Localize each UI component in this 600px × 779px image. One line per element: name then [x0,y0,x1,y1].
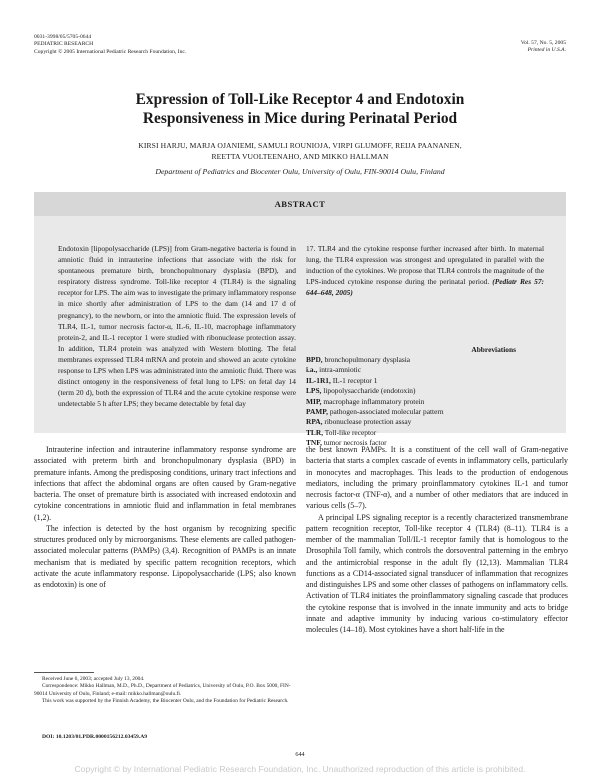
body-paragraph: A principal LPS signaling receptor is a recently characterized transmembrane pattern recognition receptor, Toll-like receptor 4 (TLR4) (8–11). TLR4 is a member of the mammalian Toll/IL-1 receptor family that is homologous to the Drosophila Toll family, which controls the dorsoventral patterning in the embryo and the antimicrobial response in the adult fly (12,13). Mammalian TLR4 functions as a CD14-associated signal transducer of inflammation that recognizes and distinguishes LPS and some other classes of pathogens on inflammatory cells. Activation of TLR4 initiates the proinflammatory signaling cascade that produces the cytokine response that is involved in the innate immunity and acts to bridge innate and adaptive immunity by inducing various co-stimulatory effector molecules (14–18). Most cytokines have a short half-life in the [306,512,568,634]
title-line-1: Expression of Toll-Like Receptor 4 and Endotoxin [135,91,465,108]
title-line-2: Responsiveness in Mice during Perinatal Period [142,110,458,127]
body-left-column [34,444,296,590]
abbreviation-item [306,407,544,417]
authors-line-2: REETTA VUOLTEENAHO, AND MIKKO HALLMAN [211,152,389,161]
abbreviation-item [306,376,544,386]
body-paragraph: The infection is detected by the host organism by recognizing specific structures produced only by microorganisms. These elements are called pathogen-associated molecular patterns (PAMPs) (3,4). Recognition of PAMPs is an innate mechanism that is mediated by specific pattern recognition receptors, which activate the acute inflammatory response. Lipopolysaccharide (LPS; also known as endotoxin) is one of [34,523,296,589]
abbreviations-heading: Abbreviations [471,345,516,354]
body-paragraph: the best known PAMPs. It is a constituent of the cell wall of Gram-negative bacteria that starts a complex cascade of events in inflammatory cells, particularly in monocytes and macrophages. This leads to the production of endogenous mediators, including the primary proinflammatory cytokines IL-1 and tumor necrosis factor-α (TNF-α), and a number of other mediators that are induced in various cells (5–7). [306,445,568,511]
abbreviation-key: i.a., [306,365,318,375]
abbreviation-item [306,365,544,375]
article-title [60,90,540,128]
abbreviation-desc: intra-amniotic [319,365,362,375]
footnotes [34,676,296,706]
journal-header-right [521,40,566,55]
abstract-citation: (Pediatr Res 57: 644–648, 2005) [306,277,544,298]
affiliation: Department of Pediatrics and Biocenter Oulu, University of Oulu, FIN-90014 Oulu, Finland [155,167,445,176]
abbreviation-desc: macrophage inflammatory protein [323,396,425,406]
abbreviation-key: BPD, [306,355,323,364]
abbreviation-item [306,417,544,427]
abbreviation-desc: Toll-like receptor [324,427,377,437]
printed-line: Printed in U.S.A. [527,47,566,54]
body-paragraph: Intrauterine infection and intrauterine inflammatory response syndrome are associated with preterm birth and bronchopulmonary dysplasia (BPD) in premature infants. Among the predisposing conditions, urinary tract infections and infections that affect the abdominal organs are often caused by Gram-negative bacteria. The onset of premature birth is associated with increased endotoxin and cytokine concentrations in amniotic fluid and inflammation in fetal membranes (1,2). [34,445,296,522]
abbreviation-desc: ribonuclease protection assay [324,417,412,427]
support-note: This work was supported by the Finnish Academy, the Biocenter Oulu, and the Foundation for Pediatric Research. [42,698,289,705]
abbreviation-desc: bronchopulmonary dysplasia [324,355,411,364]
abbreviation-key: IL-1R1, [306,375,331,385]
body-right-column [306,444,568,635]
doi-line: DOI: 10.1203/01.PDR.0000156212.03459.A9 [42,734,148,740]
copyright-line: Copyright © 2005 International Pediatric Research Foundation, Inc. [34,48,187,55]
abstract-left-column: Endotoxin [lipopolysaccharide (LPS)] from Gram-negative bacteria is found in amniotic fluid in intrauterine infections that associate with the risk for spontaneous premature birth, bronchopulmonary dysplasia (BPD), and respiratory distress syndrome. Toll-like receptor 4 (TLR4) is the signaling receptor for LPS. The aim was to investigate the primary inflammatory response in mice shortly after administration of LPS to the dam (14 and 17 d of pregnancy), to the newborn, or into the amniotic fluid. The expression levels of TLR4, IL-1, tumor necrosis factor-α, IL-6, IL-10, macrophage inflammatory protein-2, and IL-1 receptor 1 were studied with ribonuclease protection assay. In addition, TLR4 protein was analyzed with Western blotting. The fetal membranes expressed TLR4 mRNA and protein and showed an acute cytokine response to LPS when LPS was administrated into the amniotic fluid. There was distinct ontogeny in the responsiveness of fetal lung to LPS: on fetal day 14 (term 20 d), both the expression of TLR4 and the acute cytokine response were undetectable 5 h after LPS; they became detectable by fetal day [58,244,296,409]
footnote-divider [34,672,94,673]
correspondence-note: Correspondence: Mikko Hallman, M.D., Ph.D., Department of Pediatrics, University of Oulu, P.O. Box 5000, FIN-90014 University of Oulu, Finland; e-mail: mikko.hallman@oulu.fi. [34,683,291,697]
abbreviations-list [306,355,544,449]
journal-name: PEDIATRIC RESEARCH [34,41,94,48]
abbreviation-desc: pathogen-associated molecular pattern [329,407,444,417]
journal-header-left [34,34,186,56]
copyright-watermark: Copyright © by International Pediatric Research Foundation, Inc. Unauthorized reproduction of this article is prohibited. [74,764,526,774]
abbreviation-key: MIP, [306,396,322,406]
abbreviation-key: LPS, [306,386,322,396]
issn-line: 0031-3998/05/5705-0644 [34,34,92,40]
abbreviation-key: TNF, [306,438,322,448]
abstract-right-text: 17. TLR4 and the cytokine response further increased after birth. In maternal lung, the TLR4 expression was strongest and upregulated in parallel with the induction of the cytokines. We propose that TLR4 controls the magnitude of the LPS-induced cytokine response during the perinatal period. [306,244,544,287]
abbreviation-item [306,428,544,438]
author-list [90,140,510,162]
volume-line: Vol. 57, No. 5, 2005 [520,40,566,46]
authors-line-1: KIRSI HARJU, MARJA OJANIEMI, SAMULI ROUNIOJA, VIRPI GLUMOFF, REIJA PAANANEN, [138,141,462,150]
abbreviation-desc: IL-1 receptor 1 [332,375,378,385]
abbreviation-item [306,397,544,407]
abstract-right-column [306,243,544,298]
abbreviation-key: PAMP, [306,407,328,417]
abbreviation-desc: tumor necrosis factor [323,438,387,448]
received-note: Received June 6, 2003; accepted July 13, 2004. [42,676,145,682]
abbreviation-key: TLR, [306,427,324,437]
abbreviation-desc: lipopolysaccharide (endotoxin) [323,386,416,396]
abstract-heading: ABSTRACT [274,199,326,209]
abbreviation-key: RPA, [306,417,323,427]
abbreviation-item [306,355,544,365]
page-number: 644 [295,751,305,758]
abbreviation-item [306,386,544,396]
